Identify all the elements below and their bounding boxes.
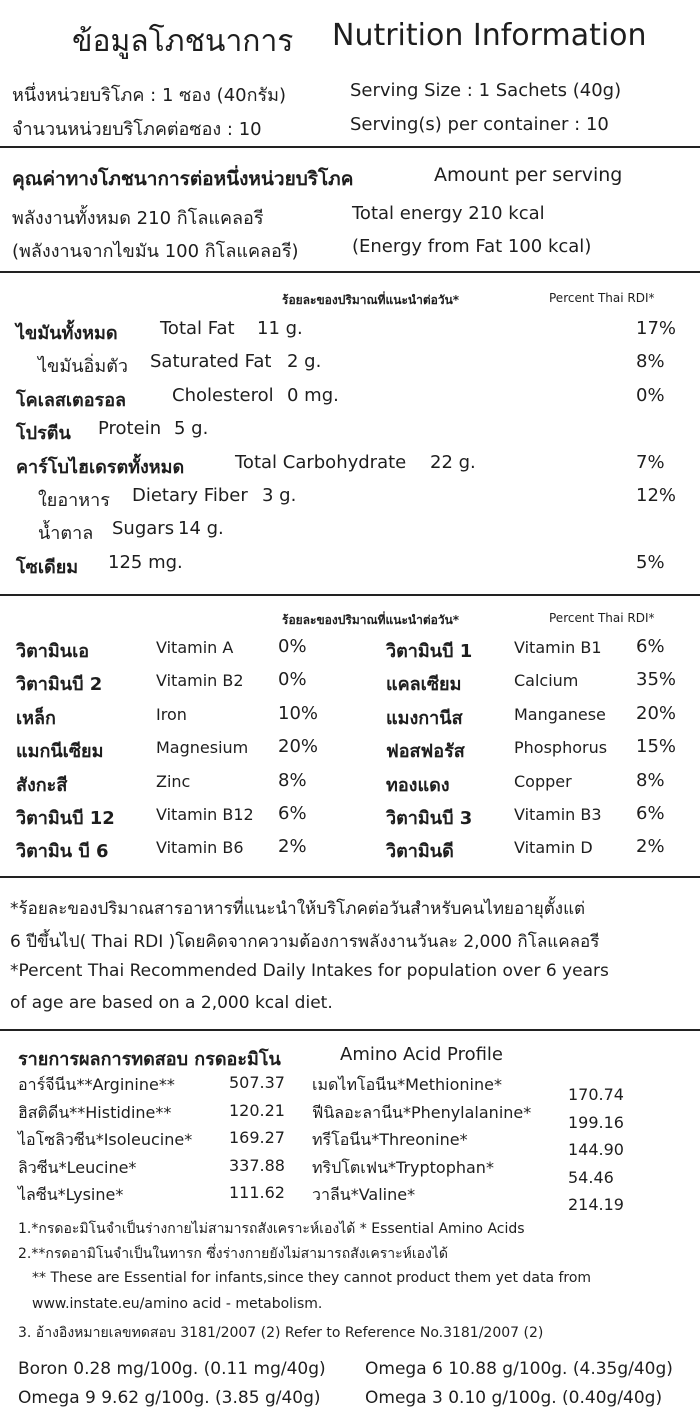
amino-acid-name: เมดไทโอนีน*Methionine* xyxy=(312,1075,502,1094)
macro-percent: 5% xyxy=(636,552,665,573)
amino-note: 3. อ้างอิงหมายเลขทดสอบ 3181/2007 (2) Refer to Reference No.3181/2007 (2) xyxy=(18,1325,544,1341)
macro-name-english: Dietary Fiber xyxy=(132,485,248,506)
divider xyxy=(0,1029,700,1031)
macro-amount: 11 g. xyxy=(257,318,303,339)
extra-nutrient: Boron 0.28 mg/100g. (0.11 mg/40g) xyxy=(18,1359,326,1379)
amino-acid-name: ลิวซีน*Leucine* xyxy=(18,1157,137,1177)
vitamin-percent: 0% xyxy=(278,669,307,691)
amino-note: 2.**กรดอามิโนจำเป็นในทารก ซึ่งร่างกายยังไม่สามารถสังเคราะห์เองได้ xyxy=(18,1246,449,1262)
amino-note: www.instate.eu/amino acid - metabolism. xyxy=(32,1296,323,1312)
amino-acid-value: 214.19 xyxy=(568,1195,624,1214)
extra-nutrient: Omega 6 10.88 g/100g. (4.35g/40g) xyxy=(365,1359,673,1379)
vitamin-name-english: Vitamin B1 xyxy=(514,638,602,657)
amino-acid-name: ทรีโอนีน*Threonine* xyxy=(312,1130,468,1149)
vitamin-name-thai: แมงกานีส xyxy=(386,707,463,729)
amino-acid-name: ฮิสติดีน**Histidine** xyxy=(18,1102,172,1122)
vitamin-percent: 10% xyxy=(278,702,319,724)
vitamin-percent: 8% xyxy=(636,769,665,791)
macro-percent: 0% xyxy=(636,385,665,406)
macro-percent: 8% xyxy=(636,351,665,372)
vitamin-name-thai: แมกนีเซียม xyxy=(16,741,104,763)
amino-note: ** These are Essential for infants,since they cannot product them yet data from xyxy=(32,1270,592,1286)
amino-heading-thai: รายการผลการทดสอบ กรดอะมิโน xyxy=(18,1049,281,1070)
amino-acid-value: 120.21 xyxy=(229,1100,285,1120)
amino-acid-value: 169.27 xyxy=(229,1128,285,1147)
vitamin-name-thai: แคลเซียม xyxy=(386,674,462,696)
vitamin-name-english: Vitamin B2 xyxy=(156,671,244,691)
vitamin-name-english: Zinc xyxy=(156,771,191,791)
macro-name-english: Sugars xyxy=(112,518,175,539)
macro-name-thai: น้ำตาล xyxy=(38,523,94,544)
vitamin-percent: 2% xyxy=(636,836,665,858)
macro-name-thai: ใยอาหาร xyxy=(38,490,110,511)
vitamin-percent: 0% xyxy=(278,636,307,657)
divider xyxy=(0,876,700,878)
amino-heading-english: Amino Acid Profile xyxy=(340,1044,504,1065)
vitamin-percent: 20% xyxy=(636,702,677,724)
macro-amount: 22 g. xyxy=(430,452,476,473)
vitamin-name-english: Vitamin D xyxy=(514,838,593,858)
vitamin-name-english: Magnesium xyxy=(156,738,249,758)
macro-name-english: Saturated Fat xyxy=(150,351,272,372)
macro-name-english: Cholesterol xyxy=(172,385,274,406)
amino-acid-name: ไอโซลิวซีน*Isoleucine* xyxy=(18,1130,193,1149)
amino-acid-value: 507.37 xyxy=(229,1073,285,1092)
amount-per-serving-english: Amount per serving xyxy=(434,164,623,186)
vitamin-name-english: Manganese xyxy=(514,704,606,724)
title-thai: ข้อมูลโภชนาการ xyxy=(72,24,294,59)
servings-per-container-english: Serving(s) per container : 10 xyxy=(350,114,609,135)
vitamin-percent: 6% xyxy=(636,803,665,824)
vitamin-name-thai: สังกะสี xyxy=(16,774,68,796)
vitamin-percent: 6% xyxy=(636,636,665,657)
title-english: Nutrition Information xyxy=(332,18,647,53)
vitamin-name-thai: ฟอสฟอรัส xyxy=(386,741,465,763)
vitamin-percent: 15% xyxy=(636,736,677,758)
energy-from-fat-english: (Energy from Fat 100 kcal) xyxy=(352,236,592,257)
rdi-header-english: Percent Thai RDI* xyxy=(549,611,655,625)
footnote-line: of age are based on a 2,000 kcal diet. xyxy=(10,993,333,1013)
vitamin-name-thai: วิตามินบี 2 xyxy=(16,674,103,696)
total-energy-english: Total energy 210 kcal xyxy=(352,203,545,224)
vitamin-name-english: Vitamin A xyxy=(156,638,234,657)
vitamin-name-thai: วิตามินดี xyxy=(386,841,454,863)
amino-acid-name: ทริปโตเฟน*Tryptophan* xyxy=(312,1157,494,1177)
vitamin-percent: 6% xyxy=(278,803,307,824)
extra-nutrient: Omega 3 0.10 g/100g. (0.40g/40g) xyxy=(365,1388,663,1408)
divider xyxy=(0,271,700,273)
amino-acid-value: 54.46 xyxy=(568,1167,614,1187)
serving-size-english: Serving Size : 1 Sachets (40g) xyxy=(350,80,622,101)
divider xyxy=(0,594,700,596)
vitamin-name-english: Vitamin B6 xyxy=(156,838,244,858)
footnote-line: *ร้อยละของปริมาณสารอาหารที่แนะนำให้บริโภคต่อวันสำหรับคนไทยอายุตั้งแต่ xyxy=(10,899,586,919)
amino-acid-name: อาร์จีนีน**Arginine** xyxy=(18,1075,175,1094)
vitamin-percent: 20% xyxy=(278,736,319,758)
amino-acid-value: 199.16 xyxy=(568,1112,624,1132)
macro-percent: 7% xyxy=(636,452,665,473)
amino-acid-name: ไลซีน*Lysine* xyxy=(18,1185,124,1204)
macro-amount: 3 g. xyxy=(262,485,297,506)
macro-amount: 0 mg. xyxy=(287,385,339,406)
macro-name-english: Total Carbohydrate xyxy=(235,452,407,473)
vitamin-percent: 8% xyxy=(278,769,307,791)
macro-amount: 14 g. xyxy=(178,518,224,539)
macro-name-thai: โปรตีน xyxy=(16,423,71,444)
vitamin-percent: 2% xyxy=(278,836,307,858)
macro-name-thai: ไขมันอิ่มตัว xyxy=(38,356,128,377)
macro-amount: 5 g. xyxy=(174,418,209,439)
vitamin-name-thai: ทองแดง xyxy=(386,774,450,796)
rdi-header-english: Percent Thai RDI* xyxy=(549,291,655,305)
footnote-line: 6 ปีขึ้นไป( Thai RDI )โดยคิดจากความต้องการพลังงานวันละ 2,000 กิโลแคลอรี xyxy=(10,932,600,952)
rdi-header-thai: ร้อยละของปริมาณที่แนะนำต่อวัน* xyxy=(282,613,460,627)
macro-name-thai: ไขมันทั้งหมด xyxy=(16,323,118,344)
vitamin-percent: 35% xyxy=(636,669,677,691)
vitamin-name-thai: วิตามินบี 12 xyxy=(16,808,115,829)
vitamin-name-thai: เหล็ก xyxy=(16,707,56,729)
macro-percent: 17% xyxy=(636,318,677,339)
macro-amount: 125 mg. xyxy=(108,552,183,573)
macro-name-thai: โคเลสเตอรอล xyxy=(16,390,127,411)
amino-note: 1.*กรดอะมิโนจำเป็นร่างกายไม่สามารถสังเคราะห์เองได้ * Essential Amino Acids xyxy=(18,1221,525,1237)
rdi-header-thai: ร้อยละของปริมาณที่แนะนำต่อวัน* xyxy=(282,293,460,307)
amino-acid-value: 337.88 xyxy=(229,1155,285,1175)
amino-acid-name: วาลีน*Valine* xyxy=(312,1185,416,1204)
servings-per-container-thai: จำนวนหน่วยบริโภคต่อซอง : 10 xyxy=(12,119,262,140)
energy-from-fat-thai: (พลังงานจากไขมัน 100 กิโลแคลอรี) xyxy=(12,241,299,262)
extra-nutrient: Omega 9 9.62 g/100g. (3.85 g/40g) xyxy=(18,1388,321,1408)
macro-name-english: Total Fat xyxy=(160,318,235,339)
amino-acid-value: 170.74 xyxy=(568,1085,624,1104)
vitamin-name-thai: วิตามินบี 3 xyxy=(386,808,473,829)
vitamin-name-english: Iron xyxy=(156,704,187,724)
vitamin-name-english: Phosphorus xyxy=(514,738,608,758)
serving-size-thai: หนึ่งหน่วยบริโภค : 1 ซอง (40กรัม) xyxy=(12,85,287,106)
macro-name-thai: โซเดียม xyxy=(16,557,79,578)
macro-amount: 2 g. xyxy=(287,351,322,372)
vitamin-name-english: Vitamin B3 xyxy=(514,805,602,824)
amino-acid-value: 111.62 xyxy=(229,1183,285,1202)
macro-percent: 12% xyxy=(636,485,677,506)
vitamin-name-thai: วิตามินเอ xyxy=(16,641,90,662)
amino-acid-name: ฟีนิลอะลานีน*Phenylalanine* xyxy=(312,1102,532,1122)
footnote-line: *Percent Thai Recommended Daily Intakes for population over 6 years xyxy=(10,961,609,981)
vitamin-name-thai: วิตามินบี 1 xyxy=(386,641,473,662)
total-energy-thai: พลังงานทั้งหมด 210 กิโลแคลอรี xyxy=(12,208,264,229)
vitamin-name-thai: วิตามิน บี 6 xyxy=(16,841,109,863)
vitamin-name-english: Copper xyxy=(514,771,572,791)
vitamin-name-english: Calcium xyxy=(514,671,579,691)
macro-name-english: Protein xyxy=(98,418,162,439)
vitamin-name-english: Vitamin B12 xyxy=(156,805,254,824)
divider xyxy=(0,146,700,148)
amino-acid-value: 144.90 xyxy=(568,1140,624,1159)
amount-per-serving-thai: คุณค่าทางโภชนาการต่อหนึ่งหน่วยบริโภค xyxy=(12,168,354,190)
macro-name-thai: คาร์โบไฮเดรตทั้งหมด xyxy=(16,457,185,478)
